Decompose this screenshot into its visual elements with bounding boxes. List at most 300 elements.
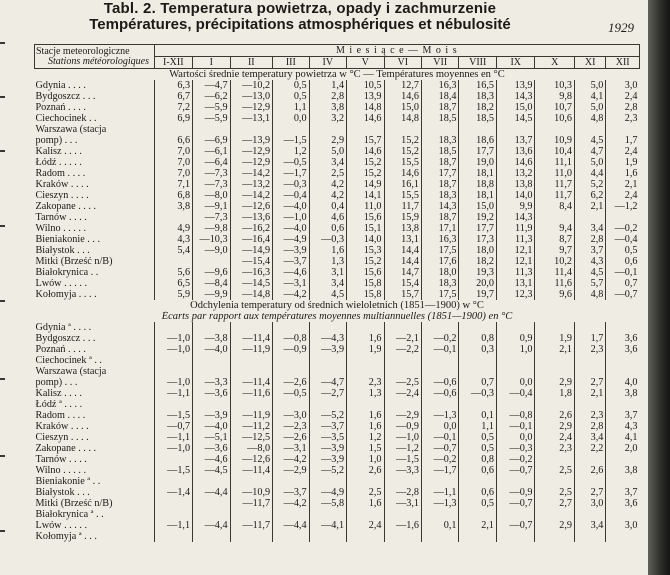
table-cell: 0,6 [459,465,496,476]
table-cell [384,124,421,135]
table-cell: 4,2 [309,190,346,201]
table-cell [422,322,459,333]
station-name: Mitki (Brześć n/B) [35,256,113,267]
station-name: Kraków . . . . [35,421,89,432]
table-cell: —4,2 [273,289,309,300]
station-name: Białystok . . . [35,487,90,498]
table-cell: 3,8 [606,465,640,476]
table-cell: —2,9 [384,410,421,421]
table-cell: —1,5 [273,135,309,146]
table-cell [193,256,230,267]
table-cell: —0,1 [422,344,459,355]
table-cell: —6,9 [193,135,230,146]
table-cell: —14,2 [230,190,273,201]
table-cell: —11,6 [230,388,273,399]
table-cell: 7,1 [154,179,193,190]
table-cell [535,531,575,542]
table-cell: 15,2 [347,168,384,179]
table-cell [574,366,605,377]
section1-title: Wartości średnie temperatury powietrza w °C — Températures moyennes en °C [169,69,505,80]
table-cell: 10,6 [535,113,575,124]
table-cell [384,509,421,520]
table-cell: 18,7 [422,157,459,168]
table-row [35,498,640,509]
table-cell [535,509,575,520]
table-cell: 2,5 [309,168,346,179]
table-cell: —1,4 [154,487,193,498]
table-cell [535,322,575,333]
table-cell: —4,4 [273,520,309,531]
table-cell: —1,6 [384,520,421,531]
table-cell: 2,3 [347,377,384,388]
table-cell [230,322,273,333]
section2-title-fr: Écarts par rapport aux températures moyennes multiannuelles (1851—1900) en °C [161,311,513,322]
table-row [35,520,640,531]
table-cell: 6,2 [574,190,605,201]
station-name: Białokrynica ª . . [35,509,104,520]
table-cell: 2,9 [309,135,346,146]
table-cell [154,509,193,520]
table-cell: 6,8 [154,190,193,201]
table-cell: 4,0 [606,377,640,388]
table-cell: 2,7 [574,377,605,388]
table-cell: 2,4 [606,91,640,102]
table-cell: 15,0 [496,102,535,113]
station-name: Poznań . . . . [35,344,86,355]
station-name: Radom . . . . [35,410,86,421]
table-cell: 15,6 [347,267,384,278]
table-cell: 8,4 [535,201,575,212]
table-cell: 13,2 [496,168,535,179]
table-cell [309,322,346,333]
table-cell [347,531,384,542]
table-cell [193,476,230,487]
table-cell [535,366,575,377]
table-cell: 15,5 [384,190,421,201]
table-cell: —1,7 [273,168,309,179]
table-cell: —11,2 [230,421,273,432]
table-cell: 14,4 [384,245,421,256]
table-cell: 6,9 [154,113,193,124]
table-cell: 15,7 [347,135,384,146]
table-cell: 2,4 [606,190,640,201]
table-cell [309,399,346,410]
table-cell [347,355,384,366]
table-cell: 14,6 [347,146,384,157]
stations-header [35,45,155,69]
table-cell [496,509,535,520]
table-row [35,366,640,377]
table-cell: —0,1 [606,267,640,278]
table-cell: 2,6 [535,410,575,421]
table-cell: 17,6 [422,256,459,267]
table-cell [309,476,346,487]
table-cell: —13,6 [230,212,273,223]
table-cell [309,531,346,542]
table-cell [154,498,193,509]
table-row [35,454,640,465]
table-cell: —8,4 [193,278,230,289]
table-cell: —0,2 [422,333,459,344]
table-cell: 4,5 [574,267,605,278]
table-cell: —0,2 [496,454,535,465]
table-cell: 7,2 [154,102,193,113]
table-cell [496,124,535,135]
table-cell: —0,7 [496,498,535,509]
table-cell: 3,7 [606,487,640,498]
station-name: Lwów . . . . . [35,520,87,531]
table-cell: 15,3 [347,245,384,256]
station-name: Cieszyn . . . . [35,432,89,443]
table-row [35,256,640,267]
table-cell [535,454,575,465]
table-cell: 0,3 [459,344,496,355]
table-cell: 17,7 [459,223,496,234]
table-cell: 3,8 [154,201,193,212]
table-cell: —0,3 [496,443,535,454]
table-cell: —8,0 [193,190,230,201]
table-cell: —4,1 [309,520,346,531]
table-cell [347,124,384,135]
table-cell: 0,4 [309,201,346,212]
table-cell: —6,2 [193,91,230,102]
table-cell: 5,4 [154,245,193,256]
table-cell: 1,1 [459,421,496,432]
table-cell: —11,9 [230,344,273,355]
table-cell: 5,0 [309,146,346,157]
table-cell: 1,7 [606,135,640,146]
table-cell [193,124,230,135]
table-cell [309,366,346,377]
table-row [35,157,640,168]
table-row [35,135,640,146]
table-cell: —7,3 [193,212,230,223]
table-cell: 14,6 [384,91,421,102]
table-cell [273,509,309,520]
table-cell: —0,7 [154,421,193,432]
table-cell: —3,9 [309,454,346,465]
table-cell [230,355,273,366]
table-cell: —14,8 [230,289,273,300]
table-cell: 6,7 [154,91,193,102]
table-cell: 15,1 [347,223,384,234]
table-cell: 0,6 [459,487,496,498]
table-row [35,487,640,498]
table-cell: —0,8 [496,410,535,421]
table-cell: —0,1 [422,432,459,443]
table-cell: —3,0 [273,410,309,421]
table-cell [606,322,640,333]
table-cell: 5,0 [574,157,605,168]
table-cell: —1,5 [154,465,193,476]
table-cell: —0,5 [273,157,309,168]
table-cell [459,124,496,135]
table-cell: 5,2 [574,179,605,190]
table-cell: 9,9 [496,201,535,212]
table-cell: —3,7 [273,487,309,498]
table-cell: 18,3 [422,278,459,289]
table-cell: —12,6 [230,454,273,465]
table-cell: —1,5 [154,410,193,421]
table-cell: 3,4 [574,520,605,531]
table-cell: 2,8 [309,91,346,102]
table-cell: 15,0 [384,102,421,113]
table-cell: 2,3 [606,113,640,124]
table-cell: —1,1 [154,520,193,531]
year-label: 1929 [608,20,634,35]
table-cell: —1,5 [384,454,421,465]
table-cell: —2,9 [273,465,309,476]
table-cell: 17,3 [459,234,496,245]
table-cell: 11,9 [496,223,535,234]
table-cell [154,322,193,333]
table-cell [273,366,309,377]
table-cell: 1,6 [309,245,346,256]
table-cell: —3,9 [273,245,309,256]
table-cell: —3,6 [193,443,230,454]
table-cell: —12,9 [230,102,273,113]
table-cell: —11,9 [230,410,273,421]
table-cell: —14,5 [230,278,273,289]
table-cell: 3,6 [606,333,640,344]
table-cell: —0,6 [422,388,459,399]
table-cell: 14,8 [347,102,384,113]
station-name: Bieniakonie . . . [35,234,101,245]
table-cell: —12,9 [230,157,273,168]
table-cell: —4,3 [309,333,346,344]
table-cell [384,322,421,333]
table-cell [347,476,384,487]
table-cell: 3,4 [309,157,346,168]
table-cell [193,531,230,542]
table-cell: —7,3 [193,179,230,190]
months-header: M i e s i ą c e — M o i s [154,45,639,57]
table-row [35,322,640,333]
table-cell: —2,1 [384,333,421,344]
table-cell: 4,1 [606,432,640,443]
table-cell [606,366,640,377]
stations-header-fr: Stations météorologiques [48,55,150,67]
table-cell [574,399,605,410]
table-cell: 1,6 [347,410,384,421]
table-cell [309,124,346,135]
table-row [35,201,640,212]
table-cell: —1,2 [384,443,421,454]
table-cell: 13,7 [496,135,535,146]
table-cell [574,531,605,542]
table-cell: —4,2 [273,454,309,465]
table-cell: 2,1 [574,388,605,399]
table-cell: 15,2 [384,146,421,157]
table-cell [230,531,273,542]
table-cell [422,509,459,520]
table-cell: 2,5 [535,465,575,476]
table-cell: 4,5 [574,135,605,146]
column-header: I-XII [154,57,193,69]
table-cell [496,399,535,410]
table-cell [347,322,384,333]
table-cell: 16,3 [422,234,459,245]
table-cell [459,322,496,333]
station-name: Warszawa (stacja [35,366,107,377]
table-cell: 15,2 [347,157,384,168]
table-cell: 2,5 [535,487,575,498]
table-cell [606,399,640,410]
table-cell [273,399,309,410]
page-edge-shadow [648,0,670,575]
table-cell: 1,7 [574,333,605,344]
table-cell: 3,6 [606,344,640,355]
station-name: Wilno . . . . . [35,223,87,234]
table-cell: —4,0 [193,344,230,355]
table-cell [606,454,640,465]
table-cell [459,355,496,366]
table-cell [273,322,309,333]
table-cell: 9,6 [535,289,575,300]
table-cell: 2,4 [347,520,384,531]
table-cell: 4,4 [574,168,605,179]
table-cell: —4,0 [273,201,309,212]
table-cell: 3,2 [309,113,346,124]
table-cell: 4,1 [574,91,605,102]
table-cell: —3,9 [309,443,346,454]
station-name: pomp) . . . [35,377,78,388]
table-cell: 13,9 [347,91,384,102]
table-cell [459,476,496,487]
table-cell: 11,1 [535,157,575,168]
table-cell: 9,4 [535,223,575,234]
table-cell: 2,3 [574,344,605,355]
table-cell: —11,4 [230,465,273,476]
table-cell [273,355,309,366]
table-cell: —0,5 [273,388,309,399]
table-cell: —9,6 [193,267,230,278]
table-cell: 18,3 [459,91,496,102]
table-cell: 10,2 [535,256,575,267]
table-cell: —9,9 [193,289,230,300]
station-name: Bieniakonie ª . . [35,476,101,487]
table-cell [384,399,421,410]
table-cell: —0,7 [422,443,459,454]
table-cell [193,399,230,410]
table-cell [459,366,496,377]
table-cell [193,498,230,509]
table-cell [535,355,575,366]
table-cell: —11,4 [230,333,273,344]
table-cell: —4,5 [193,465,230,476]
table-cell: 0,0 [496,432,535,443]
table-cell: —0,7 [606,289,640,300]
table-cell [230,509,273,520]
table-cell: —3,3 [193,377,230,388]
table-row [35,179,640,190]
table-cell: —3,7 [309,421,346,432]
table-cell: 14,6 [496,157,535,168]
table-cell: —2,2 [384,344,421,355]
table-cell: —1,1 [154,388,193,399]
table-cell: 3,8 [606,388,640,399]
station-name: Gdynia ª . . . . [35,322,92,333]
table-cell: —2,4 [384,388,421,399]
table-row [35,509,640,520]
table-cell: 18,2 [459,102,496,113]
column-header: IV [309,57,346,69]
column-header: XI [574,57,605,69]
table-cell: 7,0 [154,146,193,157]
table-cell: 1,6 [606,168,640,179]
table-cell: 13,6 [496,146,535,157]
table-cell [154,399,193,410]
table-cell: 2,6 [574,465,605,476]
table-cell: 0,5 [459,432,496,443]
table-cell: —3,3 [384,465,421,476]
table-cell: 11,7 [535,190,575,201]
table-cell: —3,1 [273,278,309,289]
table-cell: 18,2 [459,256,496,267]
table-cell: —2,8 [384,487,421,498]
station-name: Tarnów . . . . [35,212,87,223]
table-cell: 2,7 [535,498,575,509]
table-cell: —1,2 [606,201,640,212]
table-cell: —13,2 [230,179,273,190]
column-header: II [230,57,273,69]
temperature-table [34,44,640,542]
table-cell: 12,1 [496,256,535,267]
table-cell: 10,9 [535,135,575,146]
table-cell: —13,0 [230,91,273,102]
table-cell: —1,1 [154,432,193,443]
table-cell [422,124,459,135]
table-cell: —3,5 [309,432,346,443]
table-cell: 18,1 [459,168,496,179]
table-cell: 11,7 [384,201,421,212]
table-cell: 9,8 [535,91,575,102]
table-cell [273,476,309,487]
table-row [35,124,640,135]
table-cell: —3,8 [193,333,230,344]
table-cell: 2,9 [535,421,575,432]
table-cell: 7,0 [154,157,193,168]
table-cell: —1,1 [422,487,459,498]
table-cell: 15,0 [459,201,496,212]
table-title: Tabl. 2. Temperatura powietrza, opady i zachmurzenie [103,0,497,17]
stations-header-pl: Stacje meteorologiczne [36,45,130,57]
table-row [35,333,640,344]
table-cell: —15,4 [230,256,273,267]
table-cell: 18,4 [422,91,459,102]
table-cell: 14,3 [422,201,459,212]
table-cell: 7,0 [154,168,193,179]
table-cell [193,509,230,520]
table-cell: 4,8 [574,113,605,124]
table-cell [574,509,605,520]
station-name: Kalisz . . . . [35,146,82,157]
table-row [35,388,640,399]
table-cell [496,476,535,487]
table-cell: 0,8 [459,333,496,344]
table-cell: —13,9 [230,135,273,146]
table-cell: 12,7 [384,80,421,91]
table-cell: 2,1 [459,520,496,531]
table-cell: —2,5 [384,377,421,388]
table-cell [606,476,640,487]
table-row [35,91,640,102]
table-cell: 4,3 [154,234,193,245]
table-cell: 19,3 [459,267,496,278]
table-cell [384,366,421,377]
table-cell: —1,7 [422,465,459,476]
table-cell: —13,1 [230,113,273,124]
